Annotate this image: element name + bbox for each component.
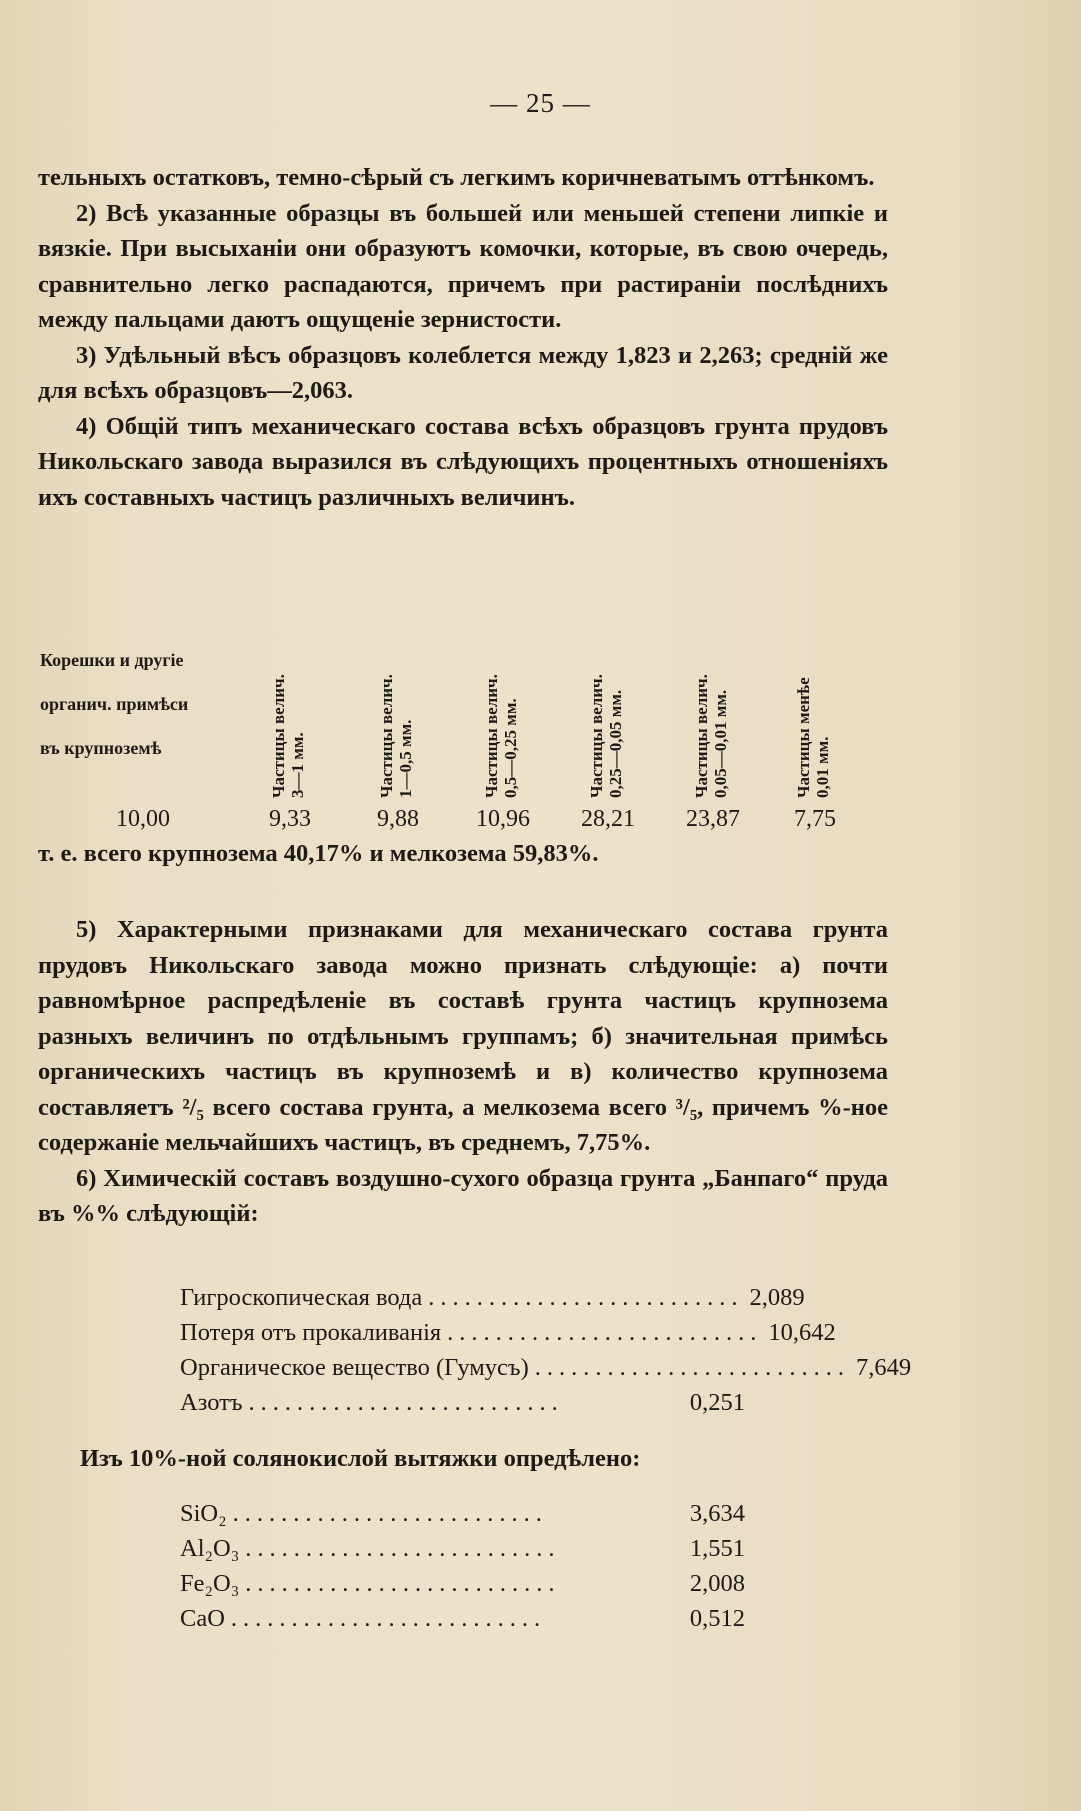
left-label-line: органич. примѣси (40, 694, 189, 714)
column-header (361, 608, 431, 798)
column-header (253, 608, 323, 798)
list-item: Азотъ .......................... 0,251 (180, 1389, 745, 1416)
column-header-line: Частицы велич. (269, 674, 288, 798)
paragraph-1: тельныхъ остатковъ, темно-сѣрый съ легкимъ коричневатымъ оттѣнкомъ. (38, 164, 875, 191)
column-header-line: Частицы велич. (482, 674, 501, 798)
chem-value: 7,649 (856, 1354, 912, 1381)
column-header (466, 608, 536, 798)
paragraph-6: 6) Химическій составъ воздушно-сухого образца грунта „Банпаго“ пруда въ %% слѣдующій: (38, 1164, 888, 1227)
chem-value: 0,512 (689, 1605, 745, 1632)
chem-label: Гигроскопическая вода (180, 1284, 423, 1311)
column-header-line: Частицы велич. (587, 674, 606, 798)
chem-label: Al₂O₃ (180, 1535, 240, 1562)
chem-label: CaO (180, 1605, 225, 1632)
paragraph-4: 4) Общій типъ механическаго состава всѣхъ образцовъ грунта прудовъ Никольскаго завода выразился въ слѣдующихъ процентныхъ отношеніяхъ ихъ составныхъ частицъ различныхъ величинъ. (38, 412, 888, 511)
column-header-line: 1—0,5 мм. (396, 719, 415, 798)
chem-label: SiO₂ (180, 1500, 227, 1527)
chem-value: 0,251 (689, 1389, 745, 1416)
left-label-line: въ крупноземѣ (40, 738, 162, 758)
table-value: 10,96 (476, 806, 530, 832)
list-item: SiO₂ .......................... 3,634 (180, 1500, 745, 1527)
column-header (778, 608, 848, 798)
extract-line: Изъ 10%-ной солянокислой вытяжки опредѣлено: (80, 1445, 641, 1472)
table-value: 9,88 (377, 806, 419, 832)
body-text-middle (38, 912, 888, 1232)
chem-value: 3,634 (689, 1500, 745, 1527)
column-header-line: Частицы менѣе (794, 677, 813, 798)
chem-value: 1,551 (689, 1535, 745, 1562)
table-value: 28,21 (581, 806, 635, 832)
chem-value: 2,008 (689, 1570, 745, 1597)
page-number: — 25 — (490, 88, 591, 118)
list-item: Органическое вещество (Гумусъ) .......................... 7,649 (180, 1354, 912, 1381)
paragraph-3: 3) Удѣльный вѣсъ образцовъ колеблется между 1,823 и 2,263; средній же для всѣхъ образцовъ—2,063. (38, 341, 888, 404)
column-header-line: 0,25—0,05 мм. (606, 689, 625, 798)
chem-label: Fe₂O₃ (180, 1570, 240, 1597)
paragraph-5: 5) Характерными признаками для механическаго состава грунта прудовъ Никольскаго завода можно признать слѣдующіе: а) почти равномѣрное распредѣленіе въ составѣ грунта частицъ крупнозема разныхъ величинъ по отдѣльнымъ группамъ; б) значительная примѣсь органическихъ частицъ въ крупноземѣ и в) количество крупнозема составляетъ ²/₅ всего состава грунта, а мелкозема всего ³/₅, причемъ %-ное содержаніе мельчайшихъ частицъ, въ среднемъ, 7,75%. (38, 916, 888, 1156)
chem-label: Азотъ (180, 1389, 243, 1416)
table-value: 9,33 (269, 806, 311, 832)
table-value: 23,87 (686, 806, 740, 832)
list-item: Потеря отъ прокаливанія .......................... 10,642 (180, 1319, 836, 1346)
column-header-line: Частицы велич. (377, 674, 396, 798)
summary-line: т. е. всего крупнозема 40,17% и мелкозема 59,83%. (38, 840, 599, 867)
table-left-label (40, 638, 188, 770)
column-header-line: 3—1 мм. (288, 732, 307, 798)
list-item: Fe₂O₃ .......................... 2,008 (180, 1570, 745, 1597)
paragraph-2: 2) Всѣ указанные образцы въ большей или меньшей степени липкіе и вязкіе. При высыханіи они образуютъ комочки, которые, въ свою очередь, сравнительно легко распадаются, причемъ при растираніи послѣднихъ между пальцами даютъ ощущеніе зернистости. (38, 199, 888, 333)
column-header-line: 0,05—0,01 мм. (711, 689, 730, 798)
column-header-line: 0,5—0,25 мм. (501, 698, 520, 798)
chem-label: Органическое вещество (Гумусъ) (180, 1354, 529, 1381)
column-header (571, 608, 641, 798)
list-item: Al₂O₃ .......................... 1,551 (180, 1535, 745, 1562)
chemical-list-1 (180, 1284, 912, 1424)
column-header-line: Частицы велич. (692, 674, 711, 798)
chem-value: 10,642 (768, 1319, 836, 1346)
chem-label: Потеря отъ прокаливанія (180, 1319, 442, 1346)
body-text-top (38, 160, 888, 515)
list-item: CaO .......................... 0,512 (180, 1605, 745, 1632)
table-value: 7,75 (794, 806, 836, 832)
chem-value: 2,089 (749, 1284, 805, 1311)
fraction-table (38, 598, 888, 848)
table-value: 10,00 (116, 806, 170, 832)
column-header (676, 608, 746, 798)
column-header-line: 0,01 мм. (813, 736, 832, 798)
chemical-list-2 (180, 1500, 745, 1640)
left-label-line: Корешки и другіе (40, 650, 184, 670)
list-item: Гигроскопическая вода .......................... 2,089 (180, 1284, 805, 1311)
